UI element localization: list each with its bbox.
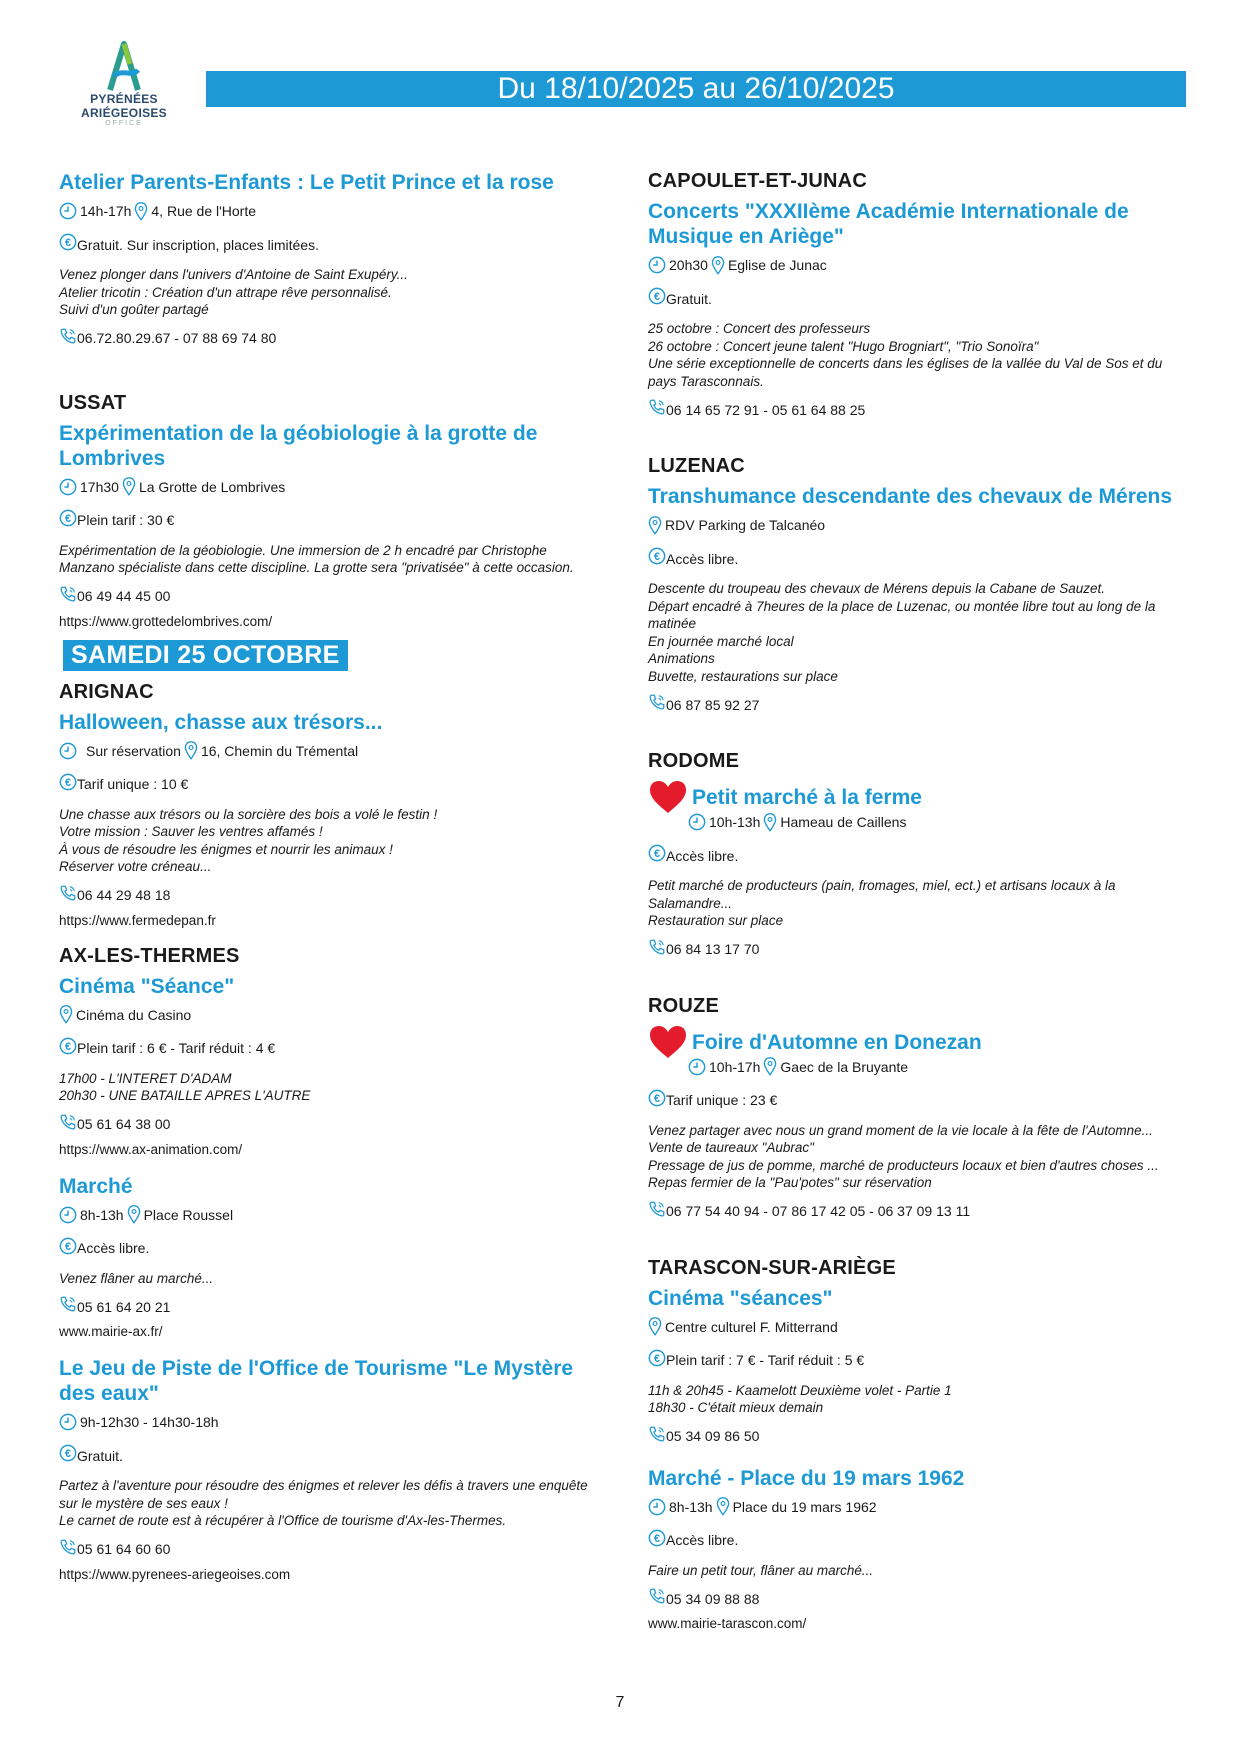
event-phone bbox=[648, 693, 1183, 716]
desc-line: Descente du troupeau des chevaux de Mérens depuis la Cabane de Sauzet. bbox=[648, 581, 1106, 596]
event-place: Place Roussel bbox=[143, 1206, 234, 1223]
event-title: Cinéma "Séance" bbox=[59, 974, 235, 998]
logo-text-line2: ARIÉGEOISES bbox=[81, 106, 167, 120]
phone-icon bbox=[648, 398, 666, 421]
event-title: Atelier Parents-Enfants : Le Petit Prince et la rose bbox=[59, 171, 554, 194]
event-phone-text[interactable]: 06 44 29 48 18 bbox=[77, 887, 171, 903]
event-url[interactable]: www.mairie-tarascon.com/ bbox=[648, 1616, 807, 1631]
event-description bbox=[59, 266, 599, 319]
location-pin-icon bbox=[763, 1057, 777, 1076]
event-title: Le Jeu de Piste de l'Office de Tourisme "Le Mystère des eaux" bbox=[59, 1357, 574, 1405]
desc-line: Repas fermier de la "Pau'potes" sur réservation bbox=[648, 1175, 932, 1190]
phone-icon bbox=[59, 585, 77, 608]
desc-line: En journée marché local bbox=[648, 633, 794, 649]
event-description bbox=[59, 1070, 599, 1105]
clock-icon bbox=[59, 1413, 77, 1431]
location-pin-icon bbox=[59, 1005, 73, 1024]
euro-icon bbox=[648, 1089, 666, 1112]
phone-icon bbox=[59, 1113, 77, 1136]
event-place: Cinéma du Casino bbox=[76, 1006, 192, 1023]
location-pin-icon bbox=[134, 202, 148, 221]
phone-icon bbox=[59, 327, 77, 350]
event-price bbox=[648, 1529, 1183, 1552]
event-title: Expérimentation de la géobiologie à la grotte de Lombrives bbox=[59, 421, 538, 470]
event-price bbox=[648, 547, 1183, 570]
event-time: Sur réservation bbox=[86, 742, 181, 759]
desc-line: Vente de taureaux "Aubrac" bbox=[648, 1140, 814, 1155]
event-title: Transhumance descendante des chevaux de Mérens bbox=[648, 485, 1173, 508]
event-phone-text[interactable]: 06 77 54 40 94 - 07 86 17 42 05 - 06 37 09 13 11 bbox=[666, 1203, 971, 1219]
event-price bbox=[59, 1237, 599, 1260]
event-phone bbox=[59, 1113, 599, 1136]
event-description bbox=[648, 1122, 1183, 1192]
event-description bbox=[648, 1562, 1183, 1580]
event-meta bbox=[648, 255, 1183, 275]
desc-line: Réserver votre créneau... bbox=[59, 859, 212, 874]
event-title: Foire d'Automne en Donezan bbox=[692, 1030, 982, 1054]
clock-icon bbox=[59, 1206, 77, 1224]
event-description bbox=[59, 542, 599, 577]
clock-icon bbox=[59, 202, 77, 220]
desc-line: Buvette, restaurations sur place bbox=[648, 668, 838, 684]
euro-icon bbox=[648, 1529, 666, 1552]
event-phone bbox=[59, 585, 599, 608]
location-pin-icon bbox=[648, 1317, 662, 1336]
event-place: La Grotte de Lombrives bbox=[138, 478, 286, 495]
heart-icon bbox=[648, 1024, 688, 1065]
event-time: 14h-17h bbox=[80, 203, 132, 219]
event-phone bbox=[59, 1538, 599, 1561]
phone-icon bbox=[648, 1587, 666, 1610]
event-time: 17h30 bbox=[80, 478, 119, 495]
desc-line: Petit marché de producteurs (pain, fromages, miel, ect.) et artisans locaux à la Salamandre... bbox=[648, 878, 1116, 911]
city-heading: USSAT bbox=[59, 391, 127, 414]
left-column bbox=[59, 170, 599, 1585]
event-phone-text[interactable]: 06 14 65 72 91 - 05 61 64 88 25 bbox=[666, 401, 866, 418]
desc-line: 11h & 20h45 - Kaamelott Deuxième volet - Partie 1 bbox=[648, 1382, 952, 1398]
event-description bbox=[59, 806, 599, 876]
event-price bbox=[648, 1089, 1183, 1112]
desc-line: Venez partager avec nous un grand moment de la vie locale à la fête de l'Automne... bbox=[648, 1122, 1153, 1138]
event-meta bbox=[648, 515, 1183, 535]
event-price-text: Plein tarif : 30 € bbox=[77, 512, 175, 528]
event-meta bbox=[59, 1205, 599, 1225]
event-phone-text[interactable]: 05 61 64 20 21 bbox=[77, 1298, 171, 1315]
desc-line: Une chasse aux trésors ou la sorcière des bois a volé le festin ! bbox=[59, 806, 438, 822]
event-meta bbox=[59, 1005, 599, 1025]
event-place: Place du 19 mars 1962 bbox=[732, 1498, 877, 1515]
desc-line: Expérimentation de la géobiologie. Une immersion de 2 h encadré par Christophe Manzano spécialiste dans cette discipline. La grotte sera "privatisée" à cette occasion. bbox=[59, 542, 574, 575]
event-url[interactable]: https://www.pyrenees-ariegeoises.com bbox=[59, 1566, 291, 1582]
desc-line: Suivi d'un goûter partagé bbox=[59, 302, 209, 317]
event-price-text: Accès libre. bbox=[77, 1240, 150, 1256]
right-column bbox=[648, 170, 1183, 1634]
event-phone bbox=[59, 327, 599, 350]
euro-icon bbox=[59, 1444, 77, 1467]
event-price bbox=[648, 844, 1183, 867]
event-phone-text[interactable]: 05 34 09 88 88 bbox=[666, 1590, 760, 1607]
euro-icon bbox=[648, 547, 666, 570]
phone-icon bbox=[648, 1200, 666, 1223]
desc-line: 25 octobre : Concert des professeurs bbox=[648, 321, 871, 336]
event-price bbox=[59, 509, 599, 532]
city-heading: LUZENAC bbox=[648, 455, 745, 477]
location-pin-icon bbox=[122, 477, 136, 496]
clock-icon bbox=[688, 813, 706, 831]
euro-icon bbox=[59, 233, 77, 256]
city-heading: RODOME bbox=[648, 750, 740, 772]
page-number: 7 bbox=[615, 1694, 625, 1711]
phone-icon bbox=[59, 884, 77, 907]
event-place: Gaec de la Bruyante bbox=[780, 1058, 909, 1075]
desc-line: À vous de résoudre les énigmes et nourrir les animaux ! bbox=[59, 841, 393, 857]
event-meta bbox=[59, 201, 599, 221]
event-phone-text[interactable]: 05 61 64 38 00 bbox=[77, 1116, 171, 1132]
clock-icon bbox=[648, 256, 666, 274]
phone-icon bbox=[648, 1425, 666, 1448]
event-meta bbox=[648, 812, 1183, 832]
desc-line: Votre mission : Sauver les ventres affamés ! bbox=[59, 824, 323, 839]
desc-line: Le carnet de route est à récupérer à l'Office de tourisme d'Ax-les-Thermes. bbox=[59, 1513, 507, 1528]
event-phone bbox=[648, 398, 1183, 421]
city-heading: CAPOULET-ET-JUNAC bbox=[648, 170, 867, 192]
location-pin-icon bbox=[184, 741, 198, 760]
event-price-text: Gratuit. bbox=[666, 290, 712, 307]
clock-icon bbox=[648, 1498, 666, 1516]
event-description bbox=[648, 877, 1183, 930]
event-phone-text[interactable]: 05 34 09 86 50 bbox=[666, 1428, 760, 1444]
event-phone-text[interactable]: 06 87 85 92 27 bbox=[666, 696, 760, 713]
location-pin-icon bbox=[648, 516, 662, 535]
desc-line: Venez plonger dans l'univers d'Antoine de Saint Exupéry... bbox=[59, 267, 408, 282]
desc-line: Restauration sur place bbox=[648, 913, 784, 928]
event-time: 10h-13h bbox=[709, 814, 761, 830]
event-price bbox=[59, 1037, 599, 1060]
event-phone bbox=[59, 1295, 599, 1318]
location-pin-icon bbox=[711, 256, 725, 275]
city-heading: ROUZE bbox=[648, 994, 719, 1017]
city-heading: AX-LES-THERMES bbox=[59, 944, 240, 967]
euro-icon bbox=[59, 1237, 77, 1260]
event-title: Petit marché à la ferme bbox=[692, 786, 922, 809]
event-phone-text[interactable]: 06 49 44 45 00 bbox=[77, 588, 171, 604]
event-place: RDV Parking de Talcanéo bbox=[665, 517, 826, 533]
desc-line: Faire un petit tour, flâner au marché... bbox=[648, 1562, 874, 1578]
event-price-text: Accès libre. bbox=[666, 847, 739, 864]
event-phone bbox=[59, 884, 599, 907]
event-description bbox=[59, 1477, 599, 1530]
euro-icon bbox=[648, 287, 666, 310]
date-range-banner: Du 18/10/2025 au 26/10/2025 bbox=[206, 71, 1186, 107]
event-price-text: Accès libre. bbox=[666, 1532, 739, 1548]
event-place: 16, Chemin du Trémental bbox=[200, 742, 359, 759]
desc-line: Atelier tricotin : Création d'un attrape rêve personnalisé. bbox=[59, 284, 392, 300]
event-description bbox=[59, 1270, 599, 1288]
city-heading: TARASCON-SUR-ARIÈGE bbox=[648, 1256, 896, 1279]
event-meta bbox=[648, 1317, 1183, 1337]
event-price bbox=[648, 1349, 1183, 1372]
event-title: Marché bbox=[59, 1174, 133, 1198]
location-pin-icon bbox=[716, 1497, 730, 1516]
event-time: 9h-12h30 - 14h30-18h bbox=[80, 1414, 219, 1430]
event-meta bbox=[648, 1497, 1183, 1517]
event-title: Concerts "XXXIIème Académie Internationale de Musique en Ariège" bbox=[648, 200, 1129, 248]
heart-icon bbox=[648, 779, 688, 820]
event-meta bbox=[648, 1057, 1183, 1077]
event-phone bbox=[648, 938, 1183, 961]
event-price-text: Plein tarif : 6 € - Tarif réduit : 4 € bbox=[77, 1040, 276, 1056]
event-description bbox=[648, 580, 1183, 685]
logo bbox=[74, 40, 174, 127]
event-url[interactable]: https://www.grottedelombrives.com/ bbox=[59, 613, 273, 629]
event-price-text: Accès libre. bbox=[666, 550, 739, 567]
event-title: Halloween, chasse aux trésors... bbox=[59, 710, 383, 734]
event-phone bbox=[648, 1587, 1183, 1610]
desc-line: Animations bbox=[648, 651, 715, 666]
event-meta bbox=[59, 477, 599, 497]
event-phone-text[interactable]: 06.72.80.29.67 - 07 88 69 74 80 bbox=[77, 330, 277, 346]
event-time: 8h-13h bbox=[669, 1498, 713, 1515]
event-title: Cinéma "séances" bbox=[648, 1286, 833, 1310]
clock-icon bbox=[688, 1058, 706, 1076]
euro-icon bbox=[648, 1349, 666, 1372]
event-price-text: Gratuit. Sur inscription, places limitées. bbox=[77, 236, 319, 253]
phone-icon bbox=[59, 1538, 77, 1561]
event-meta bbox=[59, 741, 599, 761]
event-description bbox=[648, 1382, 1183, 1417]
desc-line: 18h30 - C'était mieux demain bbox=[648, 1400, 824, 1415]
event-url[interactable]: https://www.fermedepan.fr bbox=[59, 912, 216, 928]
event-price bbox=[59, 233, 599, 256]
event-price bbox=[59, 773, 599, 796]
location-pin-icon bbox=[763, 813, 777, 832]
event-time: 10h-17h bbox=[709, 1058, 761, 1075]
event-phone bbox=[648, 1200, 1183, 1223]
desc-line: Pressage de jus de pomme, marché de producteurs locaux et bien d'autres choses ... bbox=[648, 1157, 1159, 1173]
event-price-text: Plein tarif : 7 € - Tarif réduit : 5 € bbox=[666, 1352, 865, 1368]
event-url[interactable]: www.mairie-ax.fr/ bbox=[59, 1324, 163, 1339]
event-price-text: Gratuit. bbox=[77, 1447, 123, 1464]
desc-line: 20h30 - UNE BATAILLE APRES L'AUTRE bbox=[59, 1088, 311, 1103]
event-meta bbox=[59, 1412, 599, 1432]
event-time: 8h-13h bbox=[80, 1206, 124, 1223]
desc-line: 17h00 - L'INTERET D'ADAM bbox=[59, 1070, 232, 1086]
desc-line: Une série exceptionnelle de concerts dans les églises de la vallée du Val de Sos et du pays Tarasconnais. bbox=[648, 356, 1163, 389]
event-place: Centre culturel F. Mitterrand bbox=[665, 1318, 838, 1335]
logo-mark-icon bbox=[104, 40, 144, 92]
event-description bbox=[648, 320, 1183, 390]
event-time: 20h30 bbox=[669, 257, 708, 273]
phone-icon bbox=[648, 693, 666, 716]
desc-line: Départ encadré à 7heures de la place de Luzenac, ou montée libre tout au long de la matinée bbox=[648, 598, 1156, 631]
event-phone-text[interactable]: 05 61 64 60 60 bbox=[77, 1541, 171, 1557]
city-heading: ARIGNAC bbox=[59, 680, 154, 703]
desc-line: Venez flâner au marché... bbox=[59, 1270, 214, 1286]
day-banner: SAMEDI 25 OCTOBRE bbox=[63, 640, 348, 671]
phone-icon bbox=[59, 1295, 77, 1318]
event-price-text: Tarif unique : 23 € bbox=[666, 1092, 778, 1108]
event-place: Hameau de Caillens bbox=[780, 814, 907, 830]
event-price-text: Tarif unique : 10 € bbox=[77, 776, 189, 792]
event-place: Eglise de Junac bbox=[727, 257, 827, 273]
desc-line: 26 octobre : Concert jeune talent "Hugo Brogniart", "Trio Sonoïra" bbox=[648, 338, 1039, 354]
event-place: 4, Rue de l'Horte bbox=[151, 203, 257, 219]
logo-text-line3: OFFICE bbox=[105, 120, 143, 127]
location-pin-icon bbox=[127, 1205, 141, 1224]
event-phone-text[interactable]: 06 84 13 17 70 bbox=[666, 941, 760, 957]
logo-text-line1: PYRÉNÉES bbox=[90, 92, 158, 106]
euro-icon bbox=[59, 509, 77, 532]
event-price bbox=[59, 1444, 599, 1467]
euro-icon bbox=[59, 1037, 77, 1060]
event-phone bbox=[648, 1425, 1183, 1448]
clock-icon bbox=[59, 742, 77, 760]
phone-icon bbox=[648, 938, 666, 961]
euro-icon bbox=[648, 844, 666, 867]
event-title: Marché - Place du 19 mars 1962 bbox=[648, 1466, 965, 1490]
euro-icon bbox=[59, 773, 77, 796]
event-price bbox=[648, 287, 1183, 310]
clock-icon bbox=[59, 478, 77, 496]
event-url[interactable]: https://www.ax-animation.com/ bbox=[59, 1141, 243, 1157]
desc-line: Partez à l'aventure pour résoudre des énigmes et relever les défis à travers une enquête sur le mystère de ses eaux ! bbox=[59, 1478, 588, 1511]
